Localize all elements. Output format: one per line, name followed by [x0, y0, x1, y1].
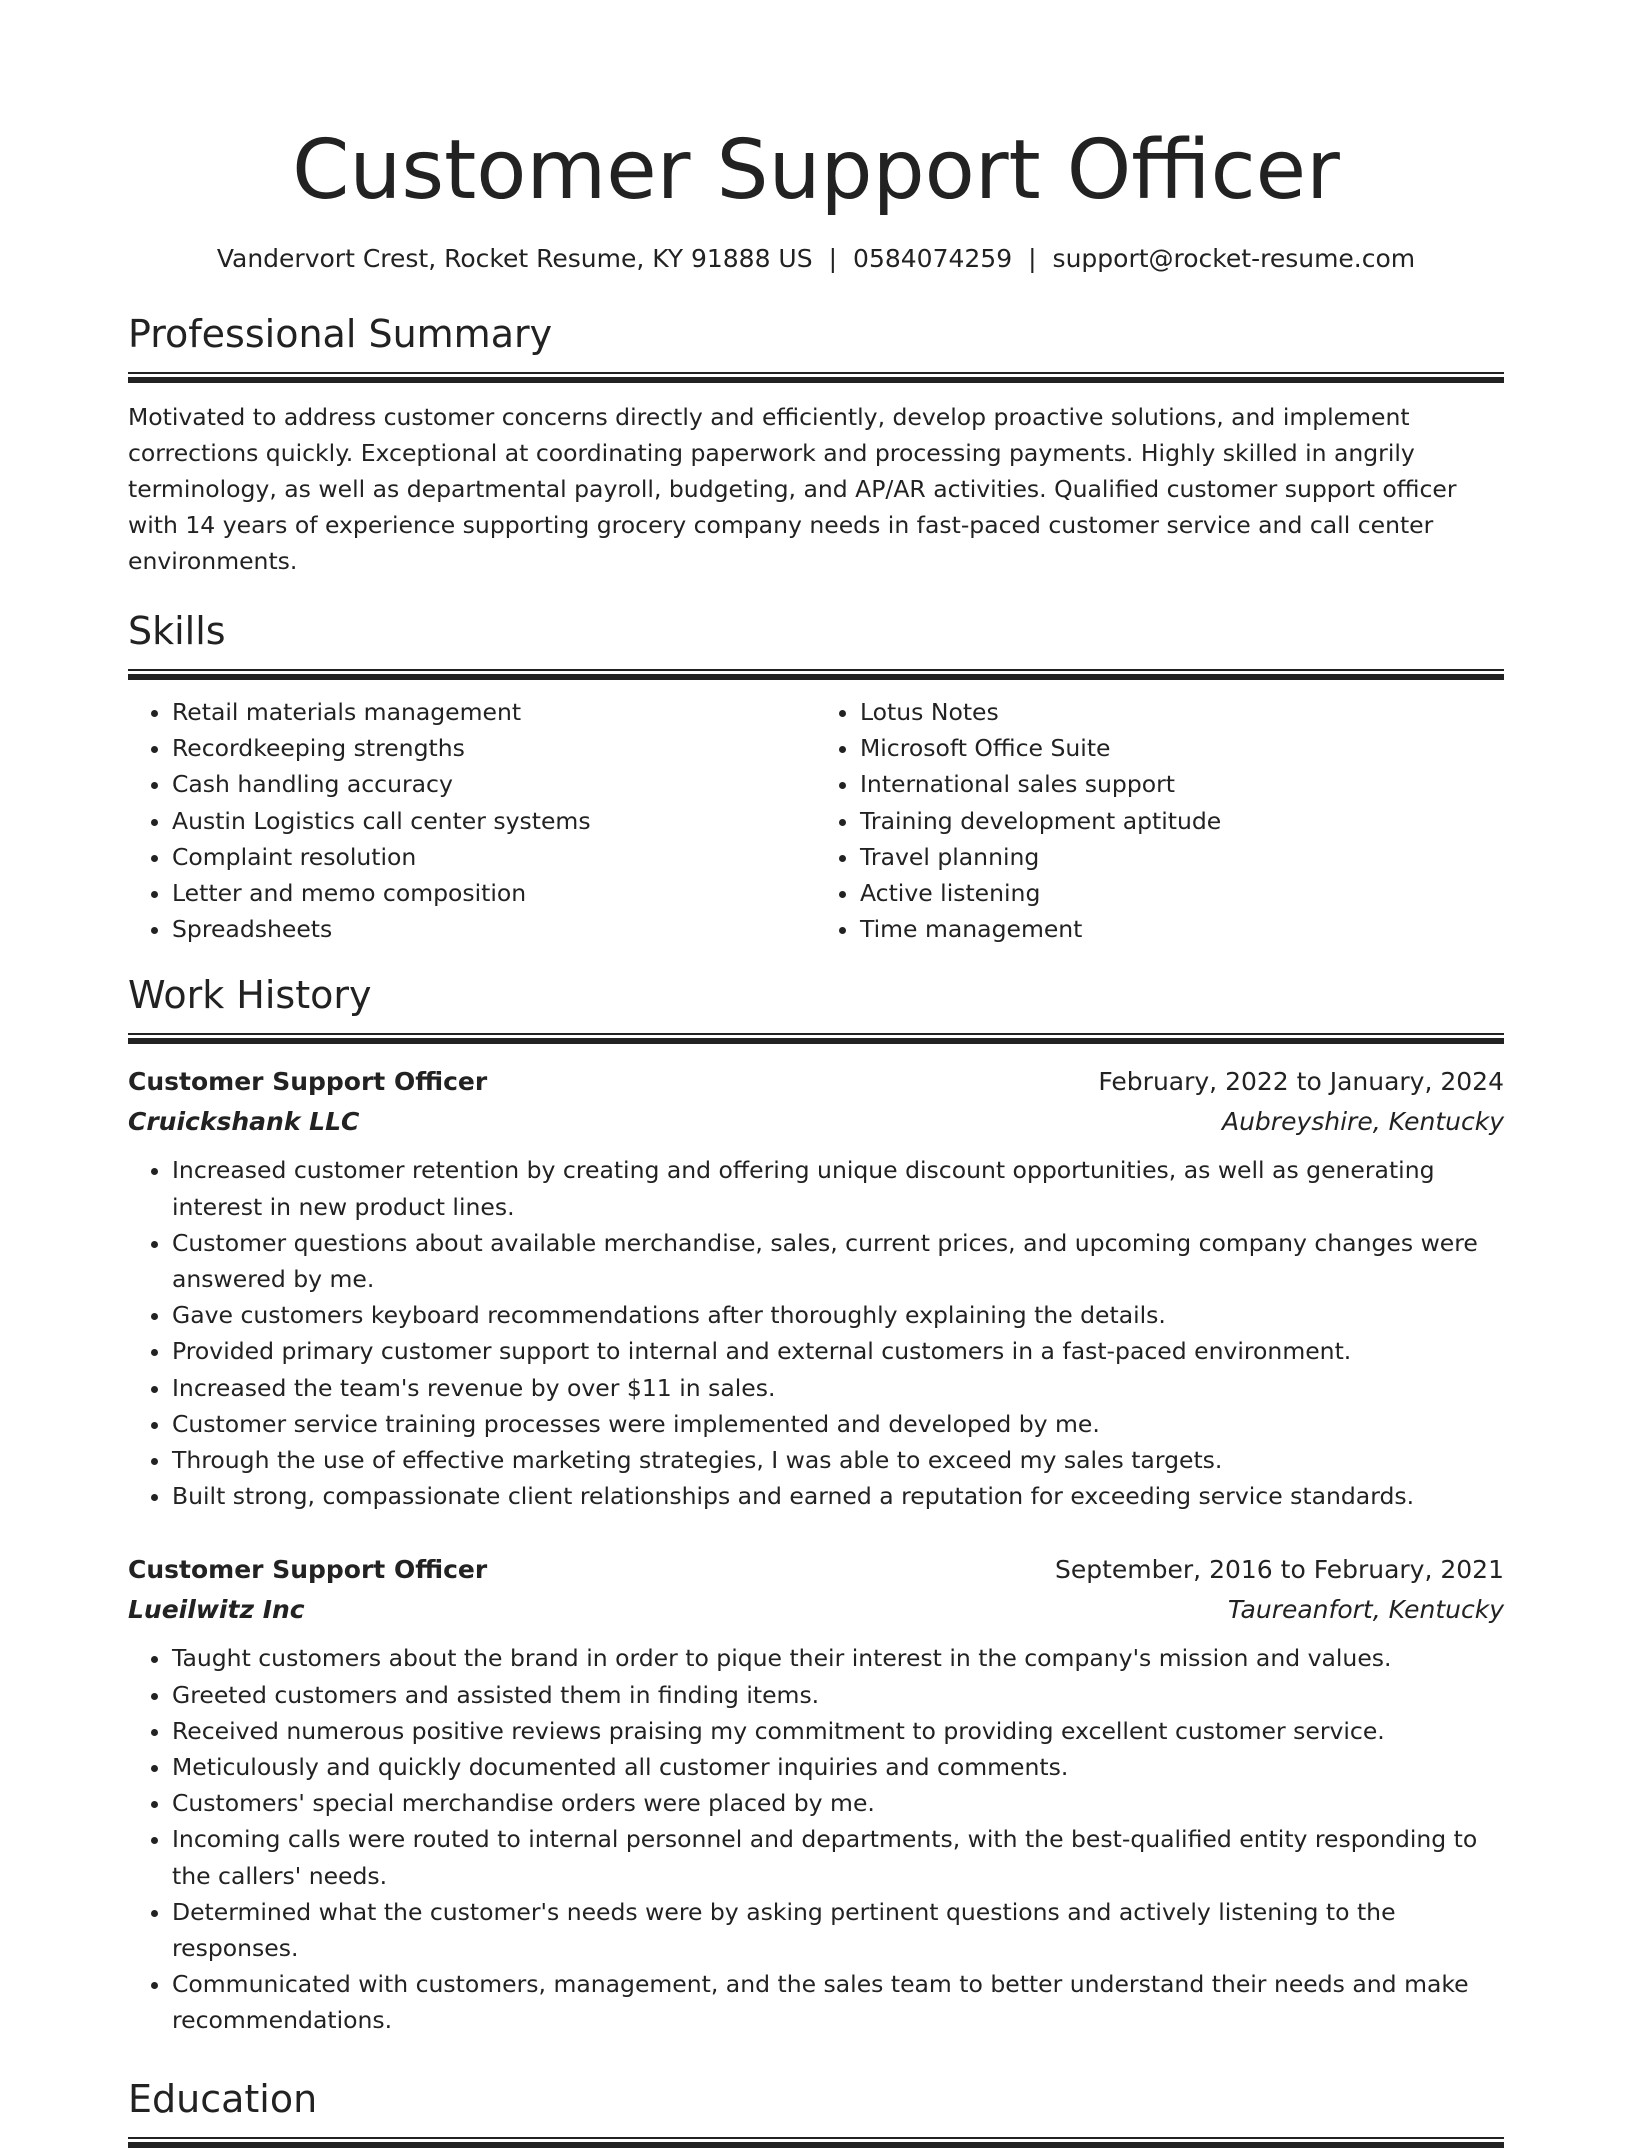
- summary-heading: Professional Summary: [128, 312, 553, 356]
- skills-column-left: [128, 694, 816, 947]
- duty-item: • Built strong, compassionate client relationships and earned a reputation for exceeding service standards.: [172, 1478, 1504, 1514]
- skill-item: • Cash handling accuracy: [172, 766, 816, 802]
- work-history-heading: Work History: [128, 973, 372, 1018]
- duty-item: • Increased the team's revenue by over $11 in sales.: [172, 1370, 1504, 1406]
- contact-separator: |: [1028, 244, 1037, 273]
- job-subheader: [128, 1102, 1504, 1142]
- duty-item: • Gave customers keyboard recommendations after thoroughly explaining the details.: [172, 1297, 1504, 1333]
- contact-separator: |: [828, 244, 838, 273]
- skill-item: • Training development aptitude: [860, 803, 1504, 839]
- duty-item: • Through the use of effective marketing strategies, I was able to exceed my sales targets.: [172, 1442, 1504, 1478]
- duty-item: • Provided primary customer support to internal and external customers in a fast-paced environment.: [172, 1333, 1504, 1369]
- job-subheader: [128, 1590, 1504, 1630]
- job-entry: [128, 1062, 1504, 1514]
- section-divider: [128, 372, 1504, 383]
- contact-line: [128, 242, 1504, 276]
- skills-list: [128, 694, 1504, 947]
- job-entry: [128, 1550, 1504, 2038]
- skill-item: • Complaint resolution: [172, 839, 816, 875]
- job-title: Customer Support Officer: [128, 1555, 488, 1585]
- duty-item: • Customers' special merchandise orders were placed by me.: [172, 1785, 1504, 1821]
- skill-item: • Time management: [860, 911, 1504, 947]
- duty-item: • Determined what the customer's needs were by asking pertinent questions and actively listening to the responses.: [172, 1894, 1504, 1966]
- contact-email[interactable]: support@rocket-resume.com: [1052, 244, 1416, 273]
- skill-item: • Recordkeeping strengths: [172, 730, 816, 766]
- duty-item: • Customer questions about available merchandise, sales, current prices, and upcoming company changes were answered by me.: [172, 1225, 1504, 1297]
- skill-item: • Spreadsheets: [172, 911, 816, 947]
- duty-item: • Meticulously and quickly documented all customer inquiries and comments.: [172, 1749, 1504, 1785]
- job-dates: September, 2016 to February, 2021: [1055, 1555, 1504, 1585]
- section-divider: [128, 669, 1504, 680]
- resume-name: Customer Support Officer: [292, 123, 1340, 218]
- duty-item: • Increased customer retention by creating and offering unique discount opportunities, as well as generating interest in new product lines.: [172, 1152, 1504, 1224]
- contact-address: Vandervort Crest, Rocket Resume, KY 91888 US: [216, 244, 813, 273]
- section-divider: [128, 1033, 1504, 1044]
- skill-item: • Travel planning: [860, 839, 1504, 875]
- duty-item: • Customer service training processes were implemented and developed by me.: [172, 1406, 1504, 1442]
- skill-item: • International sales support: [860, 766, 1504, 802]
- job-duties: [128, 1152, 1504, 1514]
- summary-text: Motivated to address customer concerns directly and efficiently, develop proactive solutions, and implement corrections quickly. Exceptional at coordinating paperwork and processing payments. Highly skilled in angrily terminology, as well as departmental payroll, budgeting, and AP/AR activities. Qualified customer support officer with 14 years of experience supporting grocery company needs in fast-paced customer service and call center environments.: [128, 403, 1457, 575]
- duty-item: • Greeted customers and assisted them in finding items.: [172, 1677, 1504, 1713]
- education-heading: Education: [128, 2076, 318, 2121]
- job-company: Cruickshank LLC: [128, 1107, 360, 1137]
- job-duties: [128, 1640, 1504, 2038]
- duty-item: • Taught customers about the brand in order to pique their interest in the company's mission and values.: [172, 1640, 1504, 1676]
- duty-item: • Incoming calls were routed to internal personnel and departments, with the best-qualified entity responding to the callers' needs.: [172, 1821, 1504, 1893]
- skill-item: • Retail materials management: [172, 694, 816, 730]
- contact-phone: 0584074259: [853, 244, 1013, 273]
- job-title: Customer Support Officer: [128, 1067, 488, 1097]
- job-header: [128, 1550, 1504, 1590]
- skill-item: • Lotus Notes: [860, 694, 1504, 730]
- job-dates: February, 2022 to January, 2024: [1098, 1067, 1504, 1097]
- skills-column-right: [816, 694, 1504, 947]
- skill-item: • Austin Logistics call center systems: [172, 803, 816, 839]
- skill-item: • Active listening: [860, 875, 1504, 911]
- job-location: Taureanfort, Kentucky: [1227, 1595, 1504, 1625]
- section-divider: [128, 2137, 1504, 2148]
- duty-item: • Received numerous positive reviews praising my commitment to providing excellent customer service.: [172, 1713, 1504, 1749]
- job-header: [128, 1062, 1504, 1102]
- job-company: Lueilwitz Inc: [128, 1595, 305, 1625]
- skill-item: • Letter and memo composition: [172, 875, 816, 911]
- skill-item: • Microsoft Office Suite: [860, 730, 1504, 766]
- duty-item: • Communicated with customers, management, and the sales team to better understand their needs and make recommendations.: [172, 1966, 1504, 2038]
- skills-heading: Skills: [128, 609, 226, 653]
- job-location: Aubreyshire, Kentucky: [1221, 1107, 1504, 1137]
